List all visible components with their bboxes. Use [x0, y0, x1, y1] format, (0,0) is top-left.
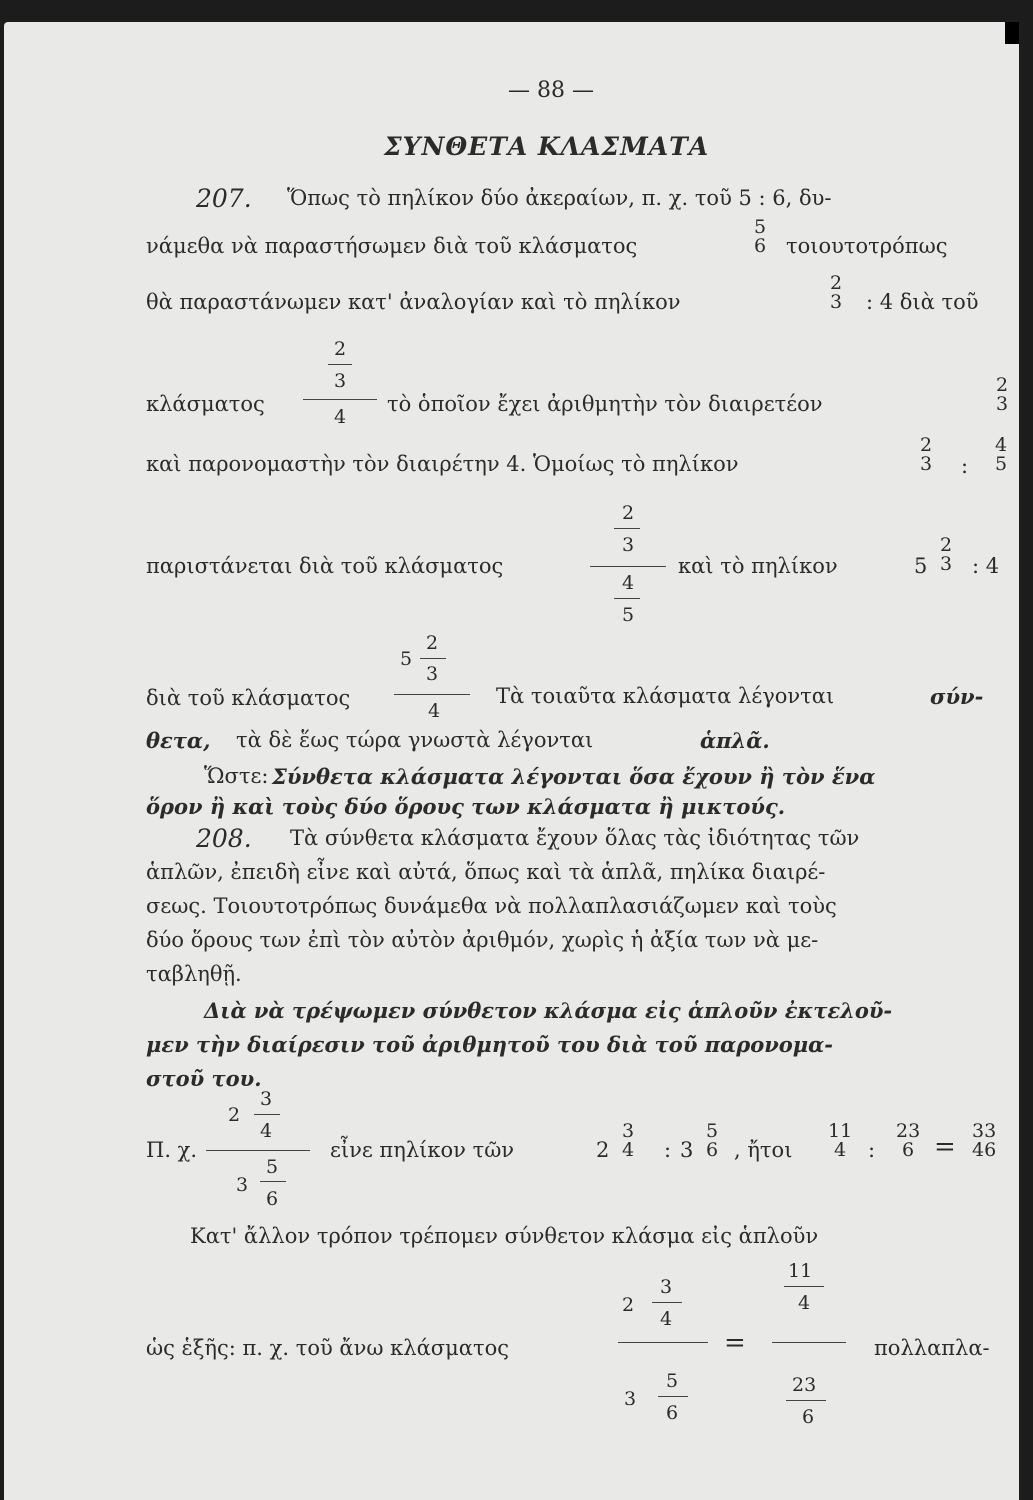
fraction-3-4 [620, 1122, 636, 1160]
fraction-5-6 [704, 1122, 720, 1160]
p207-line-6-end: καὶ τὸ πηλίκον [678, 554, 838, 578]
numerator: 23 [792, 1374, 817, 1396]
p208-line-4: δύο ὅρους των ἐπὶ τὸν αὐτὸν ἀριθμόν, χωρὶς ἡ ἀξία των νὰ με- [146, 928, 819, 952]
denominator: 3 [426, 663, 439, 685]
p207-line-2: νάμεθα νὰ παραστήσωμεν διὰ τοῦ κλάσματος [146, 234, 638, 258]
p207-line-2-end: τοιουτοτρόπως [786, 234, 948, 258]
whole-part: 5 [400, 648, 413, 670]
alternative-line-1: Κατ' ἄλλον τρόπον τρέπομεν σύνθετον κλάσμα εἰς ἁπλοῦν [190, 1224, 819, 1248]
denominator: 3 [940, 553, 953, 575]
fraction-33-46 [970, 1122, 998, 1160]
denominator: 6 [266, 1188, 279, 1210]
whole-part: 3 [624, 1388, 637, 1410]
p207-line-7: διὰ τοῦ κλάσματος [146, 686, 351, 710]
p208-line-3: σεως. Τοιουτοτρόπως δυνάμεθα νὰ πολλαπλασιάζωμεν καὶ τοὺς [146, 894, 837, 918]
numerator: 23 [896, 1120, 921, 1142]
main-fraction-bar [772, 1342, 846, 1343]
alternative-line-2-end: πολλαπλα- [874, 1336, 990, 1360]
numerator: 3 [622, 1120, 635, 1142]
equals-sign: = [934, 1132, 956, 1162]
p208-line-2: ἁπλῶν, ἐπειδὴ εἶνε καὶ αὐτά, ὅπως καὶ τὰ ἁπλᾶ, πηλίκα διαιρέ- [146, 860, 826, 884]
term-simple: ἁπλᾶ. [700, 728, 770, 753]
main-fraction-bar [206, 1150, 310, 1151]
rule-line-2: μεν τὴν διαίρεσιν τοῦ ἀριθμητοῦ του διὰ τοῦ παρονομα- [146, 1032, 834, 1057]
fraction-bar [254, 1114, 280, 1115]
whole-part: 3 [236, 1174, 249, 1196]
therefore-word: Ὥστε: [204, 764, 269, 788]
fraction-4-5 [993, 436, 1009, 474]
numerator: 11 [788, 1260, 813, 1282]
numerator: 5 [706, 1120, 719, 1142]
p207-line-3: θὰ παραστάνωμεν κατ' ἀναλογίαν καὶ τὸ πηλίκον [146, 290, 681, 314]
p208-line-5: ταβληθῇ. [146, 962, 242, 986]
denominator: 3 [996, 393, 1009, 415]
denominator: 5 [622, 604, 635, 626]
denominator: 6 [802, 1406, 815, 1428]
denominator: 3 [622, 534, 635, 556]
numerator: 4 [622, 572, 635, 594]
definition-line-1: Σύνθετα κλάσματα λέγονται ὅσα ἔχουν ἢ τὸν ἕνα [272, 764, 876, 789]
colon: : [664, 1138, 672, 1162]
numerator: 2 [334, 338, 347, 360]
fraction-2-3 [918, 436, 934, 474]
fraction-23-6 [894, 1122, 922, 1160]
whole-part: 3 [680, 1138, 694, 1162]
fraction-2-3 [994, 376, 1010, 414]
definition-line-2: ὅρον ἢ καὶ τοὺς δύο ὅρους των κλάσματα ἢ μικτούς. [146, 794, 786, 819]
fraction-5-6 [752, 218, 768, 256]
denominator: 3 [830, 291, 843, 313]
denominator: 4 [834, 1139, 847, 1161]
fraction-2-3 [828, 274, 844, 312]
numerator: 2 [920, 434, 933, 456]
main-fraction-bar [618, 1342, 708, 1343]
numerator: 3 [660, 1276, 673, 1298]
numerator: 5 [754, 216, 767, 238]
fraction-bar [328, 364, 352, 365]
p207-line-8: τὰ δὲ ἕως τώρα γνωστὰ λέγονται [236, 728, 594, 752]
p207-line-4: κλάσματος [146, 392, 265, 416]
numerator: 2 [996, 374, 1009, 396]
denominator: 5 [995, 453, 1008, 475]
alternative-line-2: ὡς ἑξῆς: π. χ. τοῦ ἄνω κλάσματος [146, 1336, 509, 1360]
term-synthetic: σύν- [930, 684, 984, 709]
denominator: 3 [334, 370, 347, 392]
numerator: 11 [828, 1120, 853, 1142]
denominator: 46 [972, 1139, 997, 1161]
p207-line-5: καὶ παρονομαστὴν τὸν διαιρέτην 4. Ὁμοίως τὸ πηλίκον [146, 452, 739, 476]
page-number: — 88 — [508, 78, 594, 103]
term-synthetic-end: θετα, [146, 728, 211, 753]
rule-line-1: Διὰ νὰ τρέψωμεν σύνθετον κλάσμα εἰς ἁπλοῦν ἐκτελοῦ- [204, 998, 893, 1023]
fraction-bar [420, 658, 446, 659]
numerator: 2 [830, 272, 843, 294]
colon-4: : 4 [972, 554, 1000, 578]
fraction-bar [614, 598, 640, 599]
paragraph-number-208: 208. [196, 824, 252, 853]
fraction-bar [260, 1181, 286, 1182]
p207-line-4-end: τὸ ὁποῖον ἔχει ἀριθμητὴν τὸν διαιρετέον [387, 392, 823, 416]
fraction-bar [652, 1302, 682, 1303]
p207-line-6: παριστάνεται διὰ τοῦ κλάσματος [146, 554, 504, 578]
colon: : [868, 1138, 876, 1162]
numerator: 2 [426, 632, 439, 654]
fraction-bar [786, 1400, 826, 1401]
example-label: Π. χ. [146, 1138, 198, 1162]
section-title: ΣΥΝΘΕΤΑ ΚΛΑΣΜΑΤΑ [384, 132, 710, 161]
fraction-11-4 [826, 1122, 854, 1160]
p207-line-7-mid: Τὰ τοιαῦτα κλάσματα λέγονται [496, 684, 835, 708]
fraction-bar [784, 1286, 824, 1287]
denominator: 4 [622, 1139, 635, 1161]
example-text: εἶνε πηλίκον τῶν [330, 1138, 515, 1162]
main-fraction-bar [590, 566, 666, 567]
numerator: 4 [995, 434, 1008, 456]
numerator: 2 [622, 502, 635, 524]
p208-line-1: Τὰ σύνθετα κλάσματα ἔχουν ὅλας τὰς ἰδιότητας τῶν [290, 826, 860, 850]
denominator: 6 [754, 235, 767, 257]
denominator: 4 [798, 1292, 811, 1314]
whole-part: 5 [914, 554, 928, 578]
whole-part: 2 [228, 1104, 241, 1126]
page-corner [1005, 22, 1019, 44]
p207-line-3-end: : 4 διὰ τοῦ [866, 290, 979, 314]
denominator: 6 [706, 1139, 719, 1161]
denominator: 4 [660, 1308, 673, 1330]
fraction-bar [658, 1396, 688, 1397]
numerator: 5 [266, 1156, 279, 1178]
numerator: 3 [260, 1088, 273, 1110]
main-denominator: 4 [334, 406, 347, 428]
numerator: 2 [940, 534, 953, 556]
p207-line-1: Ὅπως τὸ πηλίκον δύο ἀκεραίων, π. χ. τοῦ 5 : 6, δυ- [287, 186, 832, 210]
main-denominator: 4 [428, 700, 441, 722]
equals-sign: = [724, 1328, 746, 1358]
main-fraction-bar [303, 399, 377, 400]
main-fraction-bar [394, 694, 470, 695]
denominator: 3 [920, 453, 933, 475]
rule-line-3: στοῦ του. [146, 1066, 262, 1091]
numerator: 33 [972, 1120, 997, 1142]
whole-part: 2 [622, 1294, 635, 1316]
numerator: 5 [666, 1370, 679, 1392]
colon: : [961, 454, 969, 478]
denominator: 6 [902, 1139, 915, 1161]
paragraph-number-207: 207. [196, 184, 252, 213]
namely-word: , ἤτοι [734, 1138, 793, 1162]
denominator: 4 [260, 1120, 273, 1142]
whole-part: 2 [596, 1138, 610, 1162]
fraction-bar [614, 528, 640, 529]
fraction-2-3 [938, 536, 954, 574]
denominator: 6 [666, 1402, 679, 1424]
